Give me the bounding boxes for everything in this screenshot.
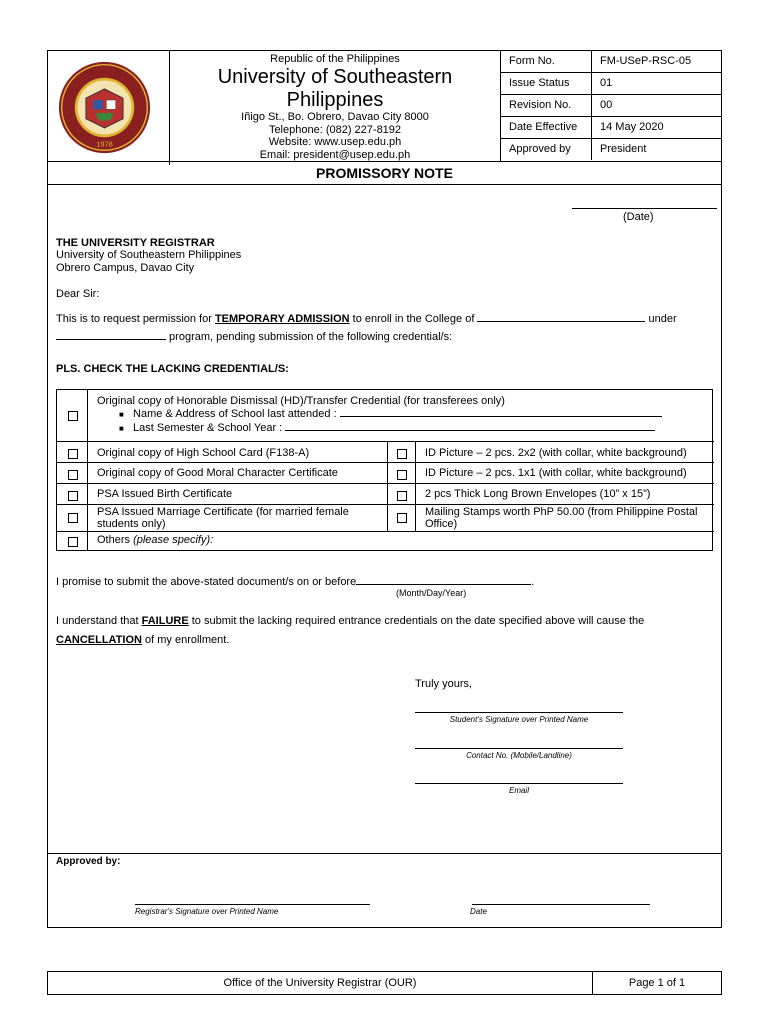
addressee-title: THE UNIVERSITY REGISTRAR [56, 237, 215, 249]
meta-key: Issue Status [501, 73, 592, 94]
date-label: (Date) [623, 211, 654, 223]
meta-key: Revision No. [501, 95, 592, 116]
checkbox-others[interactable] [68, 537, 78, 547]
cred-left-1: Original copy of Good Moral Character Certificate [97, 467, 338, 479]
seal-year: 1978 [96, 139, 113, 149]
school-name-field[interactable] [340, 409, 662, 417]
address-block [170, 111, 500, 161]
closing: Truly yours, [415, 678, 473, 690]
republic-line: Republic of the Philippines [270, 53, 400, 65]
cancellation-text: CANCELLATION [56, 634, 142, 646]
registrar-signature-line[interactable] [135, 896, 370, 905]
check-heading: PLS. CHECK THE LACKING CREDENTIAL/S: [56, 363, 289, 375]
table-divider [57, 531, 714, 532]
checkbox-good-moral[interactable] [68, 470, 78, 480]
logo-cell [48, 51, 170, 165]
cred-left-2: PSA Issued Birth Certificate [97, 488, 233, 500]
table-divider [57, 462, 714, 463]
table-divider [57, 441, 714, 442]
request-text-d: program, pending submission of the following credential/s: [166, 331, 453, 343]
email-line: Email: president@usep.edu.ph [259, 148, 411, 161]
university-seal [58, 61, 151, 154]
checkbox-envelopes[interactable] [397, 491, 407, 501]
meta-row [500, 95, 721, 117]
footer-office: Office of the University Registrar (OUR) [47, 971, 593, 995]
addressee-line1: University of Southeastern Philippines [56, 249, 242, 261]
request-text-b: to enroll in the College of [349, 313, 478, 325]
meta-key: Form No. [501, 51, 592, 72]
registrar-caption: Registrar's Signature over Printed Name [135, 907, 279, 916]
cred-right-1: ID Picture – 2 pcs. 1x1 (with collar, white background) [425, 467, 687, 479]
cred-transfer: Original copy of Honorable Dismissal (HD)/Transfer Credential (for transferees only) [97, 395, 505, 407]
promise-line: I promise to submit the above-stated document/s on or before . [56, 576, 535, 588]
understand-line1 [56, 615, 716, 627]
cred-others [97, 534, 213, 546]
university-name-line1: University of Southeastern [217, 66, 453, 88]
approval-date-caption: Date [470, 907, 487, 916]
cred-left-3: PSA Issued Marriage Certificate (for married female students only) [97, 506, 349, 530]
checkbox-id-2x2[interactable] [397, 449, 407, 459]
cred-right-3: Mailing Stamps worth PhP 50.00 (from Philippine Postal Office) [425, 506, 698, 530]
understand-a: I understand that [56, 615, 142, 627]
table-divider [415, 441, 416, 531]
website-line: Website: www.usep.edu.ph [268, 136, 402, 148]
cred-left-0: Original copy of High School Card (F138-A) [97, 447, 310, 459]
form-header [48, 51, 721, 165]
table-divider [87, 390, 88, 551]
meta-value: FM-USeP-RSC-05 [600, 55, 692, 67]
table-divider [57, 504, 714, 505]
checkbox-birth-cert[interactable] [68, 491, 78, 501]
meta-row [500, 139, 721, 161]
understand-c: of my enrollment. [141, 634, 230, 646]
title-cell [170, 51, 500, 165]
meta-value: 14 May 2020 [600, 121, 664, 133]
university-name [170, 66, 500, 112]
cred-transfer-sub1-label: Name & Address of School last attended : [133, 408, 337, 420]
others-specify: (please specify): [133, 534, 214, 546]
cred-right-0: ID Picture – 2 pcs. 2x2 (with collar, white background) [425, 447, 687, 459]
bullet-icon: ■ [119, 424, 124, 433]
salutation: Dear Sir: [56, 288, 100, 300]
promise-text: I promise to submit the above-stated document/s on or before [56, 576, 357, 588]
request-text-a: This is to request permission for [56, 313, 215, 325]
credentials-table [56, 389, 713, 551]
checkbox-id-1x1[interactable] [397, 470, 407, 480]
meta-row [500, 51, 721, 73]
cred-transfer-sub2 [119, 422, 655, 435]
program-field[interactable] [56, 331, 166, 340]
telephone-line: Telephone: (082) 227-8192 [268, 123, 402, 136]
table-divider [387, 441, 388, 531]
contact-line[interactable] [415, 737, 623, 749]
cred-transfer-sub2-label: Last Semester & School Year : [133, 422, 283, 434]
approved-label: Approved by: [56, 856, 121, 867]
footer-page: Page 1 of 1 [593, 971, 722, 995]
promise-date-field[interactable] [356, 576, 531, 585]
approval-date-line[interactable] [472, 896, 650, 905]
college-field[interactable] [477, 313, 645, 322]
university-name-line2: Philippines [286, 89, 384, 111]
meta-value: 00 [600, 99, 613, 111]
request-paragraph-line2 [56, 331, 452, 343]
student-signature-caption: Student's Signature over Printed Name [449, 715, 589, 724]
cred-right-2: 2 pcs Thick Long Brown Envelopes (10” x 15”) [425, 488, 651, 500]
approved-divider [48, 853, 721, 854]
form-meta-table [500, 51, 721, 161]
addressee-line2: Obrero Campus, Davao City [56, 262, 195, 274]
meta-row [500, 117, 721, 139]
request-text-c: under [645, 313, 677, 325]
understand-line2 [56, 634, 229, 646]
temporary-admission-text: TEMPORARY ADMISSION [214, 313, 350, 325]
meta-value: 01 [600, 77, 613, 89]
bullet-icon: ■ [119, 410, 124, 419]
failure-text: FAILURE [141, 615, 189, 627]
email-caption: Email [508, 786, 529, 795]
semester-year-field[interactable] [285, 423, 655, 431]
meta-row [500, 73, 721, 95]
student-signature-line[interactable] [415, 701, 623, 713]
others-label: Others [97, 534, 134, 546]
request-paragraph-line1 [56, 313, 716, 325]
meta-value: President [600, 143, 647, 155]
form-frame [47, 50, 722, 928]
checkbox-transfer[interactable] [68, 411, 78, 421]
address-line: Iñigo St., Bo. Obrero, Davao City 8000 [241, 111, 429, 123]
table-divider [57, 483, 714, 484]
contact-caption: Contact No. (Mobile/Landline) [466, 751, 572, 760]
meta-key: Approved by [501, 139, 592, 160]
promise-caption: (Month/Day/Year) [396, 588, 467, 598]
checkbox-stamps[interactable] [397, 513, 407, 523]
date-line[interactable] [572, 197, 717, 209]
understand-b: to submit the lacking required entrance credentials on the date specified above will cause the [188, 615, 645, 627]
cred-transfer-sub1 [119, 408, 662, 421]
meta-key: Date Effective [501, 117, 592, 138]
checkbox-hs-card[interactable] [68, 449, 78, 459]
checkbox-marriage-cert[interactable] [68, 513, 78, 523]
document-title: PROMISSORY NOTE [48, 161, 721, 185]
email-signature-line[interactable] [415, 772, 623, 784]
